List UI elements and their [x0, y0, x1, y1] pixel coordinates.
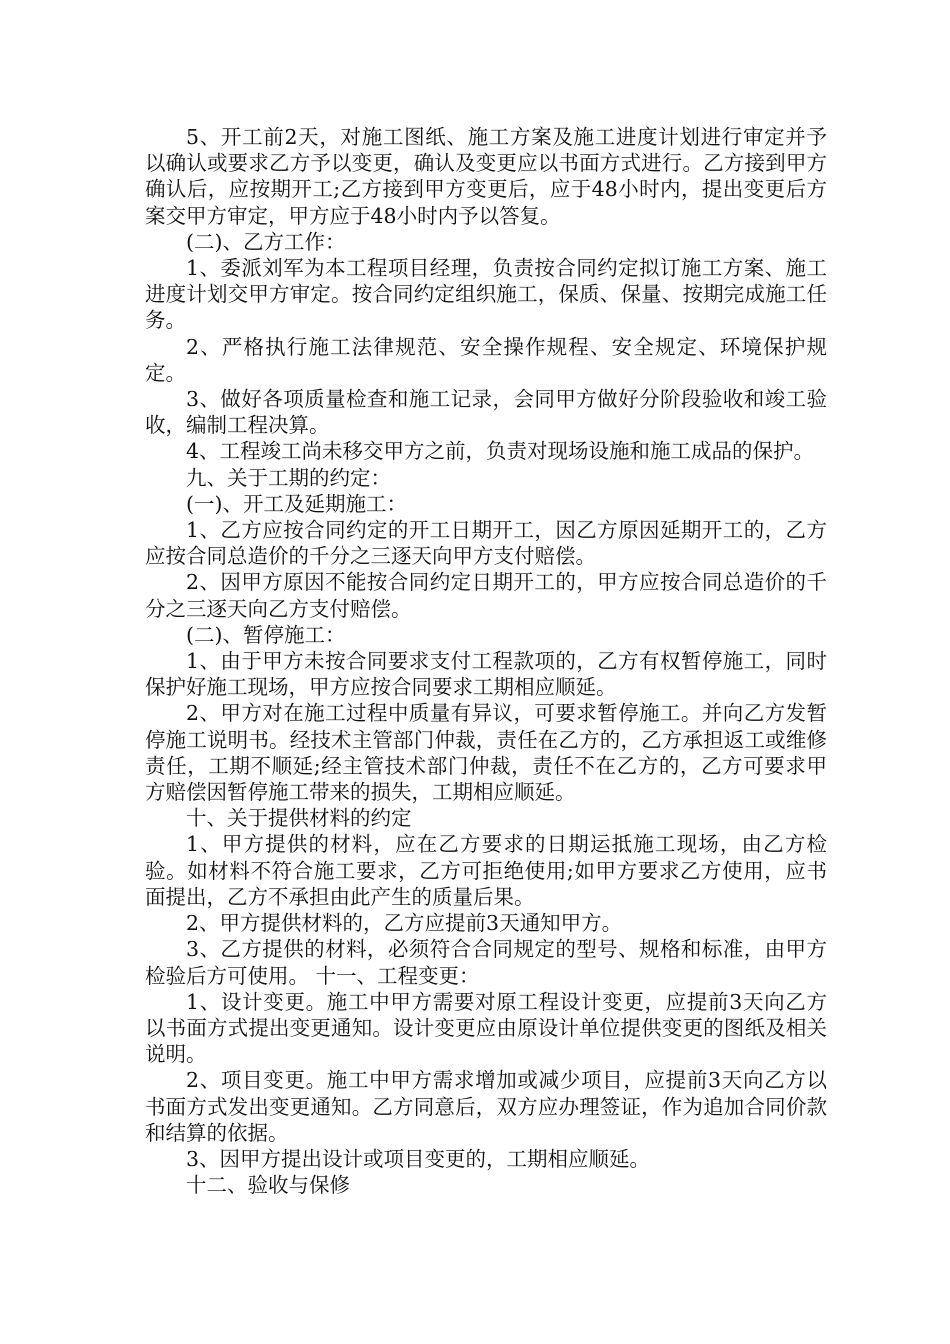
paragraph-change-extension: 3、因甲方提出设计或项目变更的，工期相应顺延。 — [186, 1146, 651, 1171]
paragraph-party-b-delay: 1、乙方应按合同约定的开工日期开工，因乙方原因延期开工的，乙方应按合同总造价的千分之三逐天向甲方支付赔偿。 — [145, 518, 827, 569]
paragraph-project-manager: 1、委派刘军为本工程项目经理，负责按合同约定拟订施工方案、施工进度计划交甲方审定。按合同约定组织施工，保质、保量、按期完成施工任务。 — [145, 256, 827, 333]
paragraph-quality-inspection: 3、做好各项质量检查和施工记录，会同甲方做好分阶段验收和竣工验收，编制工程决算。 — [145, 387, 827, 438]
heading-party-b-work: (二)、乙方工作： — [186, 229, 346, 254]
paragraph-design-change: 1、设计变更。施工中甲方需要对原工程设计变更，应提前3天向乙方以书面方式提出变更通知。设计变更应由原设计单位提供变更的图纸及相关说明。 — [145, 989, 827, 1067]
paragraph-party-b-materials: 3、乙方提供的材料，必须符合合同规定的型号、规格和标准，由甲方检验后方可使用。 十一、工程变更： — [145, 937, 827, 988]
paragraph-material-notice: 2、甲方提供材料的，乙方应提前3天通知甲方。 — [186, 911, 623, 936]
paragraph-payment-suspension: 1、由于甲方未按合同要求支付工程款项的，乙方有权暂停施工，同时保护好施工现场，甲方应按合同要求工期相应顺延。 — [145, 649, 827, 700]
contract-text-body — [145, 124, 827, 1198]
heading-materials-agreement: 十、关于提供材料的约定 — [186, 806, 412, 831]
paragraph-quality-dispute: 2、甲方对在施工过程中质量有异议，可要求暂停施工。并向乙方发暂停施工说明书。经技术主管部门仲裁，责任在乙方的，乙方承担返工或维修责任，工期不顺延;经主管技术部门仲裁，责任不在乙方的，乙方可要求甲方赔偿因暂停施工带来的损失，工期相应顺延。 — [145, 701, 827, 805]
heading-start-and-delay: (一)、开工及延期施工： — [186, 491, 407, 516]
paragraph-project-change: 2、项目变更。施工中甲方需求增加或减少项目，应提前3天向乙方以书面方式发出变更通知。乙方同意后，双方应办理签证，作为追加合同价款和结算的依据。 — [145, 1068, 827, 1145]
paragraph-site-protection: 4、工程竣工尚未移交甲方之前，负责对现场设施和施工成品的保护。 — [186, 439, 815, 464]
heading-suspension: (二)、暂停施工： — [186, 622, 346, 647]
paragraph-party-a-materials: 1、甲方提供的材料，应在乙方要求的日期运抵施工现场，由乙方检验。如材料不符合施工要求，乙方可拒绝使用;如甲方要求乙方使用，应书面提出，乙方不承担由此产生的质量后果。 — [145, 832, 827, 909]
heading-acceptance-warranty: 十二、验收与保修 — [186, 1173, 350, 1198]
heading-schedule-agreement: 九、关于工期的约定： — [186, 465, 391, 490]
paragraph-safety-rules: 2、严格执行施工法律规范、安全操作规程、安全规定、环境保护规定。 — [145, 334, 827, 385]
paragraph-party-a-delay: 2、因甲方原因不能按合同约定日期开工的，甲方应按合同总造价的千分之三逐天向乙方支付赔偿。 — [145, 570, 827, 621]
paragraph-design-review: 5、开工前2天，对施工图纸、施工方案及施工进度计划进行审定并予以确认或要求乙方予以变更，确认及变更应以书面方式进行。乙方接到甲方确认后，应按期开工;乙方接到甲方变更后，应于48小时内，提出变更后方案交甲方审定，甲方应于48小时内予以答复。 — [145, 125, 827, 228]
